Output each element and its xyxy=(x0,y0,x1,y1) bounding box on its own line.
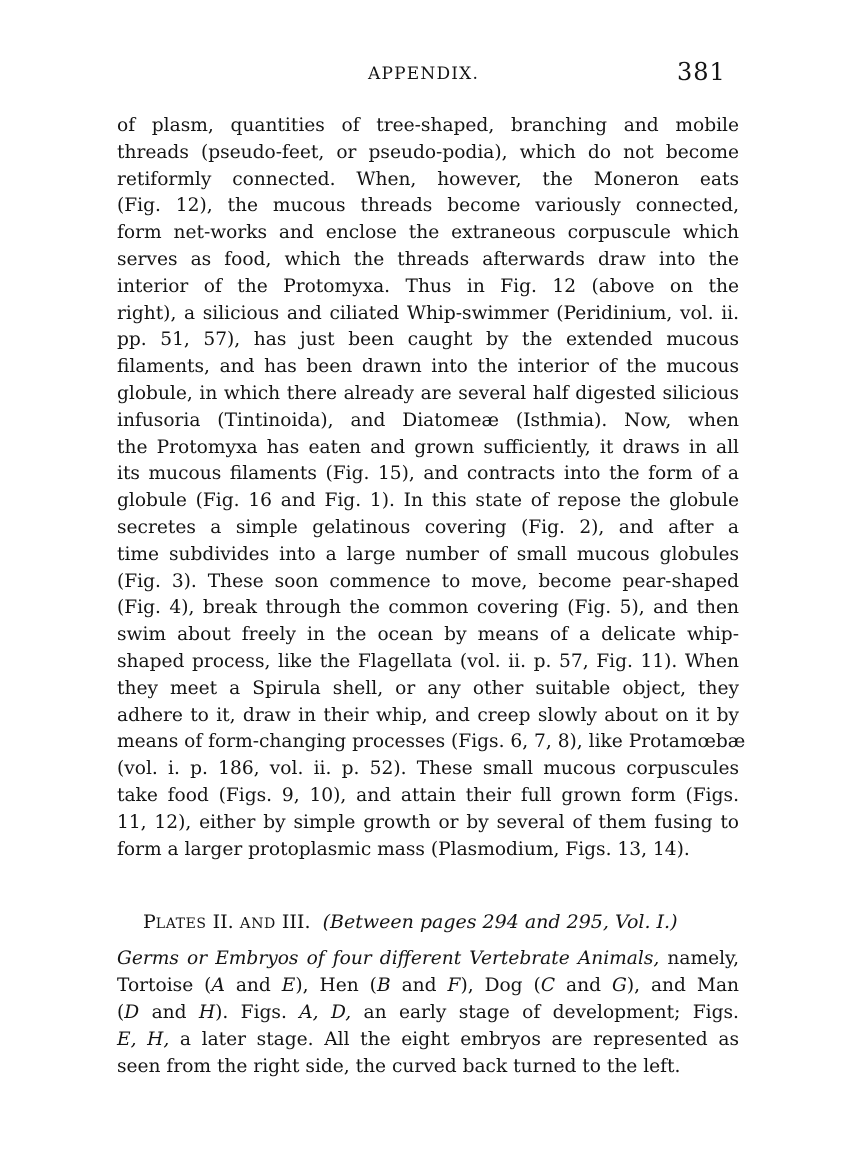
caption-run: ), Hen ( xyxy=(295,975,377,996)
text-line: time subdivides into a large number of small mucous globules xyxy=(117,543,739,565)
text-line: globule, in which there already are several half digested silicious xyxy=(117,382,739,404)
text-line: they meet a Spirula shell, or any other suitable object, they xyxy=(117,677,739,699)
caption-run: and xyxy=(139,1002,199,1023)
text-line: the Protomyxa has eaten and grown sufficiently, it draws in all xyxy=(117,436,739,458)
plates-heading-a: A xyxy=(239,914,252,932)
plates-heading-p: P xyxy=(143,911,156,933)
caption-run: a later stage. All the eight embryos are represented as xyxy=(169,1029,739,1050)
text-line: form a larger protoplasmic mass (Plasmodium, Figs. 13, 14). xyxy=(117,838,690,860)
text-line: shaped process, like the Flagellata (vol. ii. p. 57, Fig. 11). When xyxy=(117,650,739,672)
caption-italic-run: Germs or Embryos of four different Vertebrate Animals, xyxy=(117,948,660,969)
text-line: adhere to it, draw in their whip, and creep slowly about on it by xyxy=(117,704,739,726)
caption-run: ( xyxy=(117,1002,125,1023)
text-line: (Fig. 3). These soon commence to move, become pear-shaped xyxy=(117,570,739,592)
text-line: 11, 12), either by simple growth or by several of them fusing to xyxy=(117,811,739,833)
caption-run: ), and Man xyxy=(626,975,739,996)
text-line: threads (pseudo-feet, or pseudo-podia), which do not become xyxy=(117,141,739,163)
text-line: retiformly connected. When, however, the Moneron eats xyxy=(117,168,739,190)
page-number: 381 xyxy=(677,58,726,86)
caption-line xyxy=(117,1053,739,1080)
caption-italic-run: A xyxy=(211,975,225,996)
text-line: of plasm, quantities of tree-shaped, branching and mobile xyxy=(117,115,739,136)
body-paragraph xyxy=(117,113,746,863)
caption-run: and xyxy=(390,975,448,996)
running-title: APPENDIX. xyxy=(368,64,480,84)
plates-heading-nd: ND xyxy=(251,916,276,932)
running-head xyxy=(0,58,850,92)
caption-italic-run: D xyxy=(124,1002,140,1023)
text-line: (Fig. 4), break through the common covering (Fig. 5), and then xyxy=(117,597,739,619)
text-line: take food (Figs. 9, 10), and attain their full grown form (Figs. xyxy=(117,784,739,806)
caption-run: and xyxy=(224,975,282,996)
caption-italic-run: E xyxy=(281,975,296,996)
text-line: (vol. i. p. 186, vol. ii. p. 52). These small mucous corpuscules xyxy=(117,758,739,780)
caption-italic-run: H xyxy=(198,1002,216,1023)
text-line: swim about freely in the ocean by means of a delicate whip- xyxy=(117,624,739,646)
text-line: infusoria (Tintinoida), and Diatomeæ (Isthmia). Now, when xyxy=(117,409,739,431)
caption-line xyxy=(117,972,739,999)
caption-italic-run: B xyxy=(376,975,391,996)
text-line: serves as food, which the threads afterwards draw into the xyxy=(117,248,739,270)
caption-italic-run: G xyxy=(611,975,627,996)
plates-heading-numeral-1: II. xyxy=(212,911,234,933)
caption-line xyxy=(117,1026,739,1053)
plates-heading-lates: LATES xyxy=(155,916,207,932)
text-line: pp. 51, 57), has just been caught by the extended mucous xyxy=(117,329,739,351)
caption-run: ). Figs. xyxy=(215,1002,300,1023)
text-line: globule (Fig. 16 and Fig. 1). In this state of repose the globule xyxy=(117,490,739,512)
text-line: interior of the Protomyxa. Thus in Fig. 12 (above on the xyxy=(117,275,739,297)
text-line: filaments, and has been drawn into the interior of the mucous xyxy=(117,356,739,378)
caption-italic-run: C xyxy=(540,975,556,996)
caption-run: Tortoise ( xyxy=(117,975,212,996)
plates-heading xyxy=(143,909,743,937)
plates-heading-reference: (Between pages 294 and 295, Vol. I.) xyxy=(322,911,678,933)
plates-heading-numeral-2: III. xyxy=(281,911,311,933)
text-line: means of form-changing processes (Figs. 6, 7, 8), like Protamœbæ xyxy=(117,731,746,753)
plates-caption xyxy=(117,945,739,1080)
caption-italic-run: E, H, xyxy=(117,1029,170,1050)
caption-run: seen from the right side, the curved back turned to the left. xyxy=(117,1056,681,1077)
caption-italic-run: F xyxy=(447,975,461,996)
caption-line xyxy=(117,999,739,1026)
caption-italic-run: A, D, xyxy=(299,1002,352,1023)
caption-run: namely, xyxy=(659,948,739,969)
caption-run: an early stage of development; Figs. xyxy=(351,1002,739,1023)
text-line: secretes a simple gelatinous covering (Fig. 2), and after a xyxy=(117,516,739,538)
text-line: right), a silicious and ciliated Whip-swimmer (Peridinium, vol. ii. xyxy=(117,302,739,324)
caption-run: and xyxy=(555,975,612,996)
caption-run: ), Dog ( xyxy=(460,975,541,996)
text-line: its mucous filaments (Fig. 15), and contracts into the form of a xyxy=(117,463,739,485)
text-line: (Fig. 12), the mucous threads become variously connected, xyxy=(117,195,739,217)
text-line: form net-works and enclose the extraneous corpuscule which xyxy=(117,222,739,244)
caption-line xyxy=(117,945,739,972)
